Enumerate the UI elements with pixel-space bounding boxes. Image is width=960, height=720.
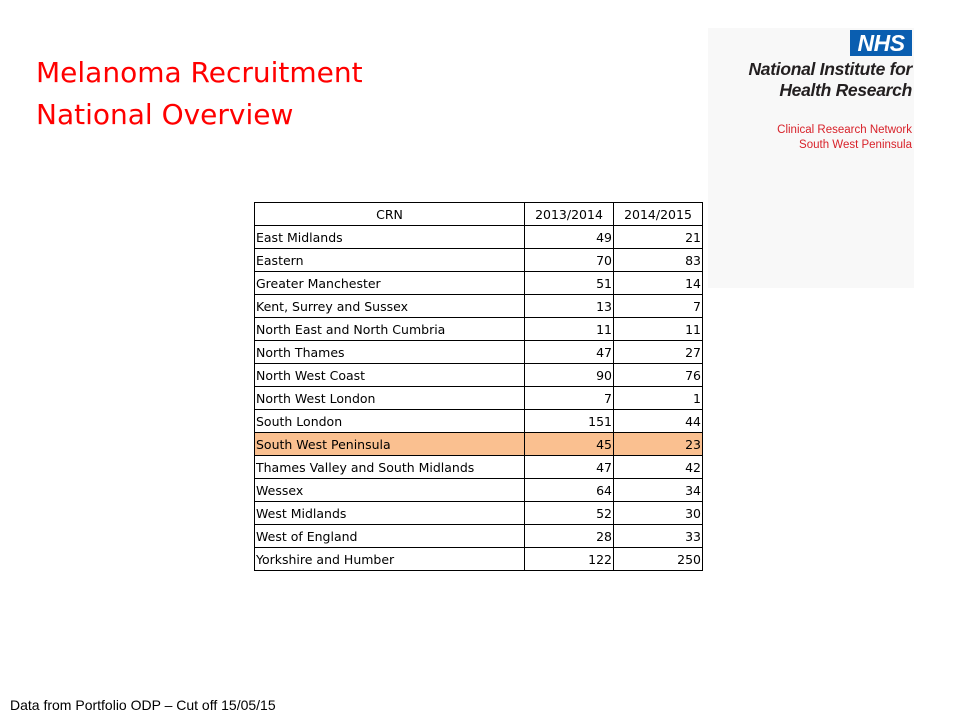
cell-2014-2015: 23 bbox=[614, 433, 703, 456]
table-row bbox=[255, 502, 703, 525]
cell-2014-2015: 33 bbox=[614, 525, 703, 548]
cell-2013-2014: 151 bbox=[525, 410, 614, 433]
table-row bbox=[255, 318, 703, 341]
table-row bbox=[255, 387, 703, 410]
cell-2013-2014: 47 bbox=[525, 341, 614, 364]
header-crn: CRN bbox=[255, 203, 525, 226]
recruitment-table bbox=[254, 202, 703, 571]
cell-2013-2014: 49 bbox=[525, 226, 614, 249]
table-row bbox=[255, 479, 703, 502]
cell-crn: North Thames bbox=[255, 341, 525, 364]
title-line-1: Melanoma Recruitment bbox=[36, 56, 363, 89]
cell-2013-2014: 70 bbox=[525, 249, 614, 272]
cell-2014-2015: 83 bbox=[614, 249, 703, 272]
cell-crn: East Midlands bbox=[255, 226, 525, 249]
cell-2014-2015: 42 bbox=[614, 456, 703, 479]
cell-2014-2015: 1 bbox=[614, 387, 703, 410]
table-row bbox=[255, 433, 703, 456]
header-2013-2014: 2013/2014 bbox=[525, 203, 614, 226]
table-row bbox=[255, 272, 703, 295]
cell-2014-2015: 30 bbox=[614, 502, 703, 525]
title-line-2: National Overview bbox=[36, 98, 294, 131]
table-header-row bbox=[255, 203, 703, 226]
cell-2013-2014: 122 bbox=[525, 548, 614, 571]
data-source-note: Data from Portfolio ODP – Cut off 15/05/15 bbox=[10, 697, 276, 713]
cell-2014-2015: 250 bbox=[614, 548, 703, 571]
cell-2013-2014: 64 bbox=[525, 479, 614, 502]
table-row bbox=[255, 249, 703, 272]
cell-crn: Yorkshire and Humber bbox=[255, 548, 525, 571]
cell-2014-2015: 34 bbox=[614, 479, 703, 502]
cell-crn: Eastern bbox=[255, 249, 525, 272]
cell-crn: North West Coast bbox=[255, 364, 525, 387]
cell-crn: Kent, Surrey and Sussex bbox=[255, 295, 525, 318]
cell-crn: North East and North Cumbria bbox=[255, 318, 525, 341]
cell-crn: South London bbox=[255, 410, 525, 433]
network-name-line-1: Clinical Research Network bbox=[777, 124, 912, 136]
organisation-name bbox=[748, 59, 912, 101]
cell-2014-2015: 76 bbox=[614, 364, 703, 387]
table-row bbox=[255, 226, 703, 249]
cell-crn: Thames Valley and South Midlands bbox=[255, 456, 525, 479]
table-row bbox=[255, 548, 703, 571]
cell-2013-2014: 45 bbox=[525, 433, 614, 456]
cell-crn: West Midlands bbox=[255, 502, 525, 525]
page-title bbox=[36, 52, 363, 136]
cell-2014-2015: 7 bbox=[614, 295, 703, 318]
cell-crn: South West Peninsula bbox=[255, 433, 525, 456]
header-2014-2015: 2014/2015 bbox=[614, 203, 703, 226]
nhs-logo: NHS bbox=[850, 30, 912, 56]
cell-2014-2015: 27 bbox=[614, 341, 703, 364]
cell-crn: Wessex bbox=[255, 479, 525, 502]
cell-2013-2014: 11 bbox=[525, 318, 614, 341]
organisation-name-line-2: Health Research bbox=[779, 80, 912, 100]
cell-2013-2014: 28 bbox=[525, 525, 614, 548]
cell-2013-2014: 90 bbox=[525, 364, 614, 387]
cell-2013-2014: 7 bbox=[525, 387, 614, 410]
table-row bbox=[255, 295, 703, 318]
cell-2013-2014: 52 bbox=[525, 502, 614, 525]
cell-crn: North West London bbox=[255, 387, 525, 410]
cell-2014-2015: 14 bbox=[614, 272, 703, 295]
cell-2013-2014: 13 bbox=[525, 295, 614, 318]
cell-2014-2015: 44 bbox=[614, 410, 703, 433]
cell-2014-2015: 11 bbox=[614, 318, 703, 341]
table-row bbox=[255, 410, 703, 433]
cell-crn: Greater Manchester bbox=[255, 272, 525, 295]
cell-2013-2014: 47 bbox=[525, 456, 614, 479]
table-row bbox=[255, 525, 703, 548]
table-row bbox=[255, 364, 703, 387]
cell-2014-2015: 21 bbox=[614, 226, 703, 249]
nihr-logo bbox=[708, 28, 914, 288]
cell-crn: West of England bbox=[255, 525, 525, 548]
organisation-name-line-1: National Institute for bbox=[748, 59, 912, 79]
table-row bbox=[255, 456, 703, 479]
network-name bbox=[777, 123, 912, 153]
table-row bbox=[255, 341, 703, 364]
network-name-line-2: South West Peninsula bbox=[799, 139, 912, 151]
cell-2013-2014: 51 bbox=[525, 272, 614, 295]
